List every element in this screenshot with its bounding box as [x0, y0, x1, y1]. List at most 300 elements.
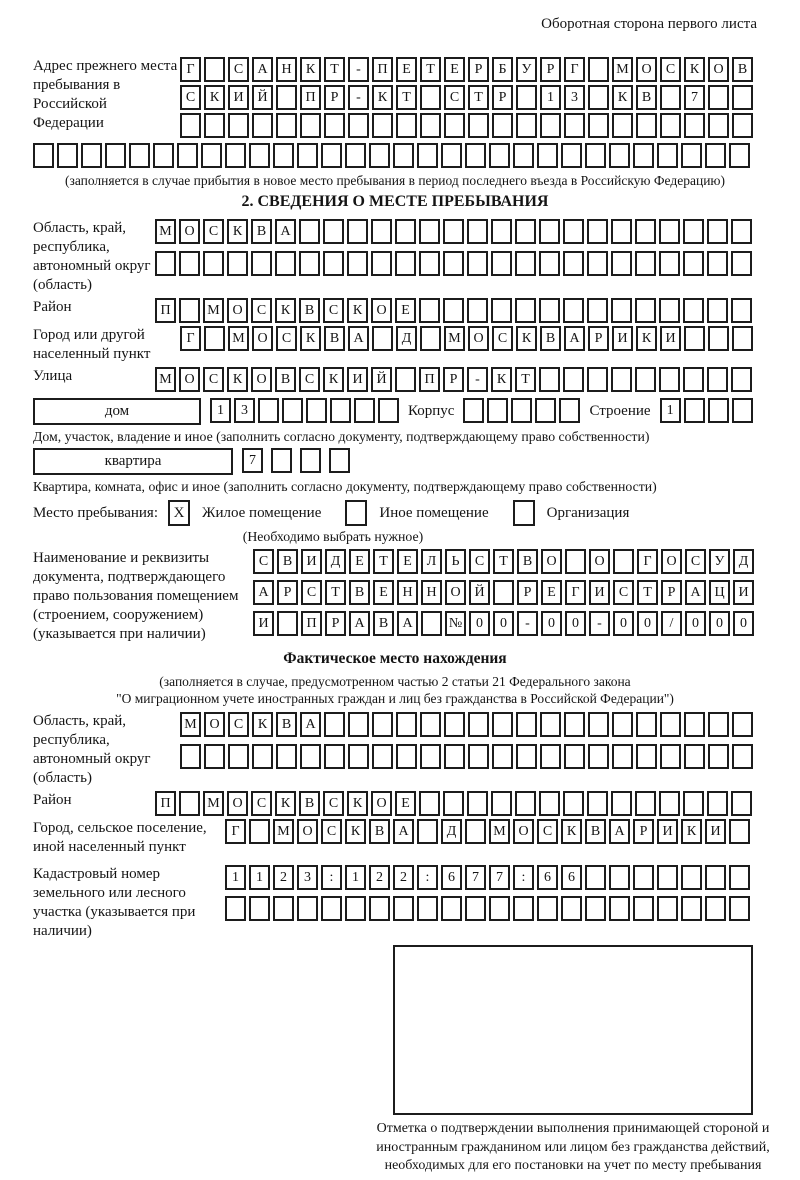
char-cell: О: [251, 367, 272, 392]
char-cell: [659, 251, 680, 276]
char-cell: [708, 744, 729, 769]
char-cell: К: [227, 367, 248, 392]
char-cell: С: [203, 219, 224, 244]
char-cell: О: [445, 580, 466, 605]
char-cell: Р: [540, 57, 561, 82]
char-cell: Т: [396, 85, 417, 110]
char-cell: С: [685, 549, 706, 574]
char-cell: Т: [324, 57, 345, 82]
char-cell: Е: [349, 549, 370, 574]
char-cell: :: [513, 865, 534, 890]
char-cell: [731, 219, 752, 244]
char-cell: [563, 791, 584, 816]
char-cell: [300, 113, 321, 138]
prev-address-row3: [180, 113, 753, 138]
char-cell: 6: [537, 865, 558, 890]
char-cell: [587, 219, 608, 244]
char-cell: [347, 219, 368, 244]
char-cell: [732, 398, 753, 423]
char-cell: [372, 113, 393, 138]
char-cell: [180, 744, 201, 769]
title-document-cells: [253, 549, 754, 636]
house-box: дом: [33, 398, 201, 425]
char-cell: У: [516, 57, 537, 82]
char-cell: Р: [324, 85, 345, 110]
char-cell: [609, 896, 630, 921]
char-cell: [539, 791, 560, 816]
char-cell: [276, 113, 297, 138]
cadastral-cells: [225, 865, 750, 921]
char-cell: К: [636, 326, 657, 351]
confirmation-stamp-box: [393, 945, 753, 1115]
char-cell: [684, 326, 705, 351]
char-cell: [467, 219, 488, 244]
char-cell: А: [275, 219, 296, 244]
char-cell: [611, 367, 632, 392]
char-cell: [516, 744, 537, 769]
char-cell: Р: [492, 85, 513, 110]
char-cell: [516, 712, 537, 737]
char-cell: [612, 744, 633, 769]
prev-address-cells: [180, 57, 753, 138]
char-cell: М: [444, 326, 465, 351]
option-residential-label: Жилое помещение: [202, 504, 322, 521]
char-cell: П: [372, 57, 393, 82]
char-cell: К: [345, 819, 366, 844]
char-cell: Ц: [709, 580, 730, 605]
char-cell: [228, 113, 249, 138]
char-cell: Г: [225, 819, 246, 844]
char-cell: К: [227, 219, 248, 244]
district-label: Район: [33, 299, 72, 315]
char-cell: Е: [397, 549, 418, 574]
region-label: Область, край, республика, автономный округ (область): [33, 220, 151, 293]
char-cell: [491, 251, 512, 276]
char-cell: Н: [276, 57, 297, 82]
char-cell: [515, 791, 536, 816]
char-cell: [444, 712, 465, 737]
char-cell: К: [323, 367, 344, 392]
char-cell: [660, 85, 681, 110]
char-cell: Р: [468, 57, 489, 82]
char-cell: [443, 298, 464, 323]
char-cell: П: [155, 298, 176, 323]
char-cell: У: [709, 549, 730, 574]
actual-location-caption2: "О миграционном учете иностранных граждан и лиц без гражданства в Российской Федерации"): [116, 691, 674, 706]
char-cell: [684, 712, 705, 737]
confirmation-stamp-caption: Отметка о подтверждении выполнения принимающей стороной и иностранным гражданином или лицом без гражданства действий, необходимых для его постановки на учет по месту пребывания: [376, 1121, 770, 1173]
actual-region-row1: [180, 712, 753, 737]
char-cell: С: [228, 712, 249, 737]
char-cell: [732, 113, 753, 138]
cadastral-row1: [225, 865, 750, 890]
cadastral-block: [33, 865, 757, 941]
char-cell: М: [489, 819, 510, 844]
char-cell: К: [612, 85, 633, 110]
actual-district-label: Район: [33, 792, 72, 808]
char-cell: К: [684, 57, 705, 82]
char-cell: [282, 398, 303, 423]
char-cell: [563, 219, 584, 244]
stay-type-caption: (Необходимо выбрать нужное): [242, 529, 424, 544]
char-cell: П: [155, 791, 176, 816]
char-cell: 0: [493, 611, 514, 636]
char-cell: И: [228, 85, 249, 110]
char-cell: [249, 819, 270, 844]
char-cell: [683, 367, 704, 392]
house-number-cells: [210, 398, 399, 423]
char-cell: [539, 367, 560, 392]
char-cell: [729, 143, 750, 168]
char-cell: 0: [469, 611, 490, 636]
char-cell: [417, 819, 438, 844]
char-cell: [660, 712, 681, 737]
char-cell: В: [275, 367, 296, 392]
char-cell: [635, 219, 656, 244]
char-cell: Р: [633, 819, 654, 844]
char-cell: [705, 143, 726, 168]
char-cell: [321, 143, 342, 168]
char-cell: К: [300, 326, 321, 351]
char-cell: В: [517, 549, 538, 574]
char-cell: [347, 251, 368, 276]
char-cell: [273, 143, 294, 168]
char-cell: [707, 219, 728, 244]
char-cell: [659, 219, 680, 244]
char-cell: [204, 744, 225, 769]
char-cell: О: [541, 549, 562, 574]
char-cell: Т: [515, 367, 536, 392]
char-cell: [636, 744, 657, 769]
cadastral-label: Кадастровый номер земельного или лесного участка (указывается при наличии): [33, 866, 196, 939]
char-cell: К: [275, 791, 296, 816]
char-cell: [587, 298, 608, 323]
char-cell: [249, 143, 270, 168]
prev-address-row1: [180, 57, 753, 82]
char-cell: К: [516, 326, 537, 351]
char-cell: А: [253, 580, 274, 605]
prev-address-row2: [180, 85, 753, 110]
city-label: Город или другой населенный пункт: [33, 327, 151, 362]
actual-region-label: Область, край, республика, автономный округ (область): [33, 713, 151, 786]
section2-title: 2. СВЕДЕНИЯ О МЕСТЕ ПРЕБЫВАНИЯ: [241, 193, 549, 210]
char-cell: А: [397, 611, 418, 636]
char-cell: [511, 398, 532, 423]
char-cell: [369, 143, 390, 168]
city-row: [180, 326, 753, 351]
char-cell: [732, 744, 753, 769]
char-cell: [588, 712, 609, 737]
char-cell: [330, 398, 351, 423]
char-cell: [683, 251, 704, 276]
char-cell: [444, 113, 465, 138]
char-cell: 6: [561, 865, 582, 890]
char-cell: 1: [540, 85, 561, 110]
char-cell: [324, 113, 345, 138]
char-cell: [539, 298, 560, 323]
char-cell: [731, 251, 752, 276]
char-cell: П: [419, 367, 440, 392]
char-cell: В: [369, 819, 390, 844]
char-cell: [57, 143, 78, 168]
char-cell: И: [589, 580, 610, 605]
char-cell: [421, 611, 442, 636]
char-cell: [348, 113, 369, 138]
char-cell: [252, 113, 273, 138]
char-cell: 0: [541, 611, 562, 636]
actual-district-row: [155, 791, 752, 816]
char-cell: И: [657, 819, 678, 844]
char-cell: [324, 744, 345, 769]
char-cell: [635, 298, 656, 323]
char-cell: [732, 85, 753, 110]
char-cell: [467, 298, 488, 323]
char-cell: Е: [444, 57, 465, 82]
char-cell: [300, 448, 321, 473]
char-cell: [105, 143, 126, 168]
char-cell: [395, 367, 416, 392]
char-cell: С: [323, 791, 344, 816]
char-cell: 1: [660, 398, 681, 423]
char-cell: Т: [325, 580, 346, 605]
char-cell: [633, 865, 654, 890]
char-cell: [729, 819, 750, 844]
char-cell: [681, 143, 702, 168]
char-cell: И: [705, 819, 726, 844]
city-block: [33, 326, 757, 364]
char-cell: 2: [369, 865, 390, 890]
option-organization-label: Организация: [546, 504, 630, 521]
char-cell: [539, 251, 560, 276]
char-cell: Е: [395, 298, 416, 323]
char-cell: 6: [441, 865, 462, 890]
char-cell: [681, 865, 702, 890]
title-document-row2: [253, 580, 754, 605]
char-cell: [660, 744, 681, 769]
char-cell: [225, 143, 246, 168]
char-cell: В: [636, 85, 657, 110]
char-cell: [487, 398, 508, 423]
char-cell: В: [540, 326, 561, 351]
char-cell: [420, 113, 441, 138]
char-cell: С: [469, 549, 490, 574]
char-cell: С: [251, 298, 272, 323]
korpus-cells: [463, 398, 580, 423]
char-cell: [467, 791, 488, 816]
title-document-row3: [253, 611, 754, 636]
char-cell: С: [203, 367, 224, 392]
char-cell: [611, 791, 632, 816]
char-cell: [417, 896, 438, 921]
char-cell: В: [277, 549, 298, 574]
char-cell: [203, 251, 224, 276]
char-cell: С: [276, 326, 297, 351]
char-cell: [537, 896, 558, 921]
char-cell: [635, 791, 656, 816]
char-cell: 2: [393, 865, 414, 890]
char-cell: [378, 398, 399, 423]
char-cell: Д: [396, 326, 417, 351]
char-cell: 3: [564, 85, 585, 110]
char-cell: [540, 113, 561, 138]
char-cell: [489, 896, 510, 921]
char-cell: [420, 744, 441, 769]
char-cell: С: [323, 298, 344, 323]
char-cell: [537, 143, 558, 168]
char-cell: Е: [396, 57, 417, 82]
char-cell: [633, 896, 654, 921]
char-cell: [588, 113, 609, 138]
stay-type-label: Место пребывания:: [33, 504, 158, 521]
char-cell: [420, 712, 441, 737]
char-cell: О: [708, 57, 729, 82]
char-cell: Д: [733, 549, 754, 574]
char-cell: [513, 143, 534, 168]
apartment-caption: Квартира, комната, офис и иное (заполнить согласно документу, подтверждающему право собственности): [33, 479, 657, 494]
char-cell: С: [613, 580, 634, 605]
char-cell: А: [393, 819, 414, 844]
char-cell: [277, 611, 298, 636]
char-cell: М: [155, 219, 176, 244]
char-cell: [587, 367, 608, 392]
char-cell: А: [609, 819, 630, 844]
char-cell: [345, 143, 366, 168]
char-cell: [516, 85, 537, 110]
char-cell: Г: [564, 57, 585, 82]
street-label: Улица: [33, 368, 73, 384]
char-cell: [177, 143, 198, 168]
char-cell: [297, 896, 318, 921]
char-cell: В: [299, 298, 320, 323]
char-cell: 0: [709, 611, 730, 636]
char-cell: С: [301, 580, 322, 605]
char-cell: [636, 113, 657, 138]
char-cell: С: [321, 819, 342, 844]
char-cell: [563, 298, 584, 323]
region-cells: [155, 219, 752, 276]
char-cell: Й: [469, 580, 490, 605]
checkbox-other-premises: [345, 500, 367, 526]
char-cell: [227, 251, 248, 276]
char-cell: С: [492, 326, 513, 351]
char-cell: [659, 791, 680, 816]
char-cell: [299, 251, 320, 276]
char-cell: [465, 819, 486, 844]
char-cell: [612, 712, 633, 737]
checkbox-organization: [513, 500, 535, 526]
char-cell: Т: [493, 549, 514, 574]
char-cell: Г: [180, 326, 201, 351]
page-side-note: Оборотная сторона первого листа: [541, 16, 757, 32]
char-cell: [681, 896, 702, 921]
district-row: [155, 298, 752, 323]
char-cell: -: [348, 85, 369, 110]
char-cell: [204, 326, 225, 351]
char-cell: К: [372, 85, 393, 110]
char-cell: П: [301, 611, 322, 636]
char-cell: [731, 791, 752, 816]
char-cell: [249, 896, 270, 921]
char-cell: К: [252, 712, 273, 737]
char-cell: [707, 251, 728, 276]
prev-address-row4: [33, 143, 757, 168]
char-cell: О: [179, 219, 200, 244]
char-cell: [659, 367, 680, 392]
char-cell: 2: [273, 865, 294, 890]
char-cell: И: [612, 326, 633, 351]
char-cell: 3: [234, 398, 255, 423]
char-cell: [443, 791, 464, 816]
char-cell: [513, 896, 534, 921]
char-cell: 0: [565, 611, 586, 636]
char-cell: [539, 219, 560, 244]
char-cell: [348, 744, 369, 769]
char-cell: К: [491, 367, 512, 392]
actual-city-label: Город, сельское поселение, иной населенный пункт: [33, 820, 207, 855]
char-cell: [564, 712, 585, 737]
char-cell: [258, 398, 279, 423]
char-cell: [393, 143, 414, 168]
char-cell: [468, 113, 489, 138]
char-cell: И: [660, 326, 681, 351]
char-cell: [465, 143, 486, 168]
char-cell: [659, 298, 680, 323]
char-cell: [354, 398, 375, 423]
char-cell: :: [417, 865, 438, 890]
char-cell: [708, 712, 729, 737]
char-cell: 7: [242, 448, 263, 473]
char-cell: В: [251, 219, 272, 244]
char-cell: [297, 143, 318, 168]
option-other-premises-label: Иное помещение: [379, 504, 489, 521]
char-cell: [707, 791, 728, 816]
char-cell: [491, 298, 512, 323]
char-cell: [179, 298, 200, 323]
char-cell: С: [228, 57, 249, 82]
char-cell: Д: [325, 549, 346, 574]
char-cell: И: [253, 611, 274, 636]
char-cell: О: [227, 298, 248, 323]
char-cell: [731, 298, 752, 323]
char-cell: О: [468, 326, 489, 351]
char-cell: [705, 896, 726, 921]
char-cell: Й: [252, 85, 273, 110]
char-cell: [251, 251, 272, 276]
char-cell: О: [513, 819, 534, 844]
char-cell: [420, 85, 441, 110]
char-cell: О: [204, 712, 225, 737]
char-cell: [708, 398, 729, 423]
char-cell: [492, 712, 513, 737]
char-cell: М: [203, 298, 224, 323]
prev-address-caption: (заполняется в случае прибытия в новое место пребывания в период последнего въезда в Российскую Федерацию): [64, 173, 726, 188]
char-cell: [345, 896, 366, 921]
char-cell: [468, 712, 489, 737]
char-cell: Т: [637, 580, 658, 605]
char-cell: [732, 326, 753, 351]
char-cell: -: [348, 57, 369, 82]
char-cell: М: [228, 326, 249, 351]
char-cell: [657, 143, 678, 168]
char-cell: [611, 298, 632, 323]
char-cell: Т: [373, 549, 394, 574]
char-cell: О: [179, 367, 200, 392]
char-cell: С: [253, 549, 274, 574]
char-cell: В: [732, 57, 753, 82]
cadastral-row2: [225, 896, 750, 921]
stroenie-label: Строение: [589, 403, 651, 419]
char-cell: О: [636, 57, 657, 82]
